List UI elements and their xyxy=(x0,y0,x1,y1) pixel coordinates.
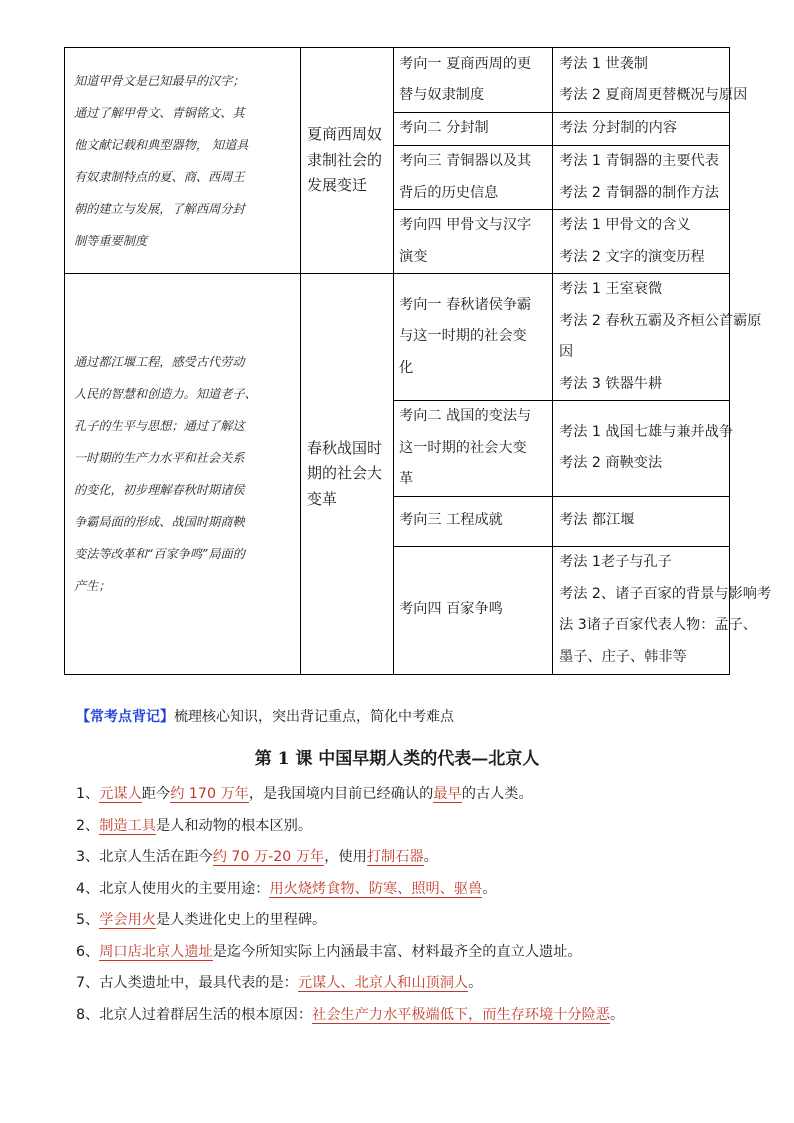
exam-direction-line: 考向一 夏商西周的更 xyxy=(399,55,532,72)
requirement-line: 争霸局面的形成、战国时期商鞅 xyxy=(74,514,245,529)
key-point-highlight: 社会生产力水平极端低下，而生存环境十分险恶 xyxy=(312,1006,610,1023)
exam-method-line: 考法 1老子与孔子 xyxy=(559,554,672,570)
unit-theme xyxy=(301,274,394,675)
requirement-line: 的变化，初步理解春秋时期诸侯 xyxy=(74,482,245,497)
exam-direction-line: 演变 xyxy=(399,248,428,265)
key-point xyxy=(76,1000,756,1032)
outline-row xyxy=(65,274,730,401)
key-point-text: 4、北京人使用火的主要用途： xyxy=(76,880,270,897)
curriculum-requirement xyxy=(65,48,301,274)
key-point xyxy=(76,968,756,1000)
exam-method-line: 考法 1 甲骨文的含义 xyxy=(559,217,691,233)
key-point-highlight: 打制石器 xyxy=(366,849,424,865)
requirement-line: 知道甲骨文是已知最早的汉字； xyxy=(74,73,245,88)
exam-direction-line: 考向一 春秋诸侯争霸 xyxy=(399,296,532,313)
key-point-text: 7、古人类遗址中，最具代表的是： xyxy=(76,975,298,991)
key-point-text: 是迄今所知实际上内涵最丰富、材料最齐全的直立人遗址。 xyxy=(212,943,582,960)
unit-theme-text: 春秋战国时期的社会大变革 xyxy=(307,438,383,508)
requirement-line: 通过了解甲骨文、青铜铭文、其 xyxy=(74,105,245,120)
key-point-text: 距今 xyxy=(141,786,171,802)
key-point-highlight: 约 170 万年 xyxy=(170,786,249,802)
exam-direction-line: 考向二 战国的变法与 xyxy=(399,408,532,424)
key-point-text: 8、北京人过着群居生活的根本原因： xyxy=(76,1006,313,1023)
exam-direction xyxy=(394,401,553,497)
exam-method-line: 考法 2 夏商周更替概况与原因 xyxy=(559,87,748,103)
exam-direction xyxy=(394,274,553,401)
key-point-text: 6、 xyxy=(76,943,100,960)
key-point-text: 5、 xyxy=(76,912,100,928)
exam-direction-line: 考向三 工程成就 xyxy=(399,512,503,529)
key-point-text: 的古人类。 xyxy=(461,786,533,802)
exam-direction-line: 与这一时期的社会变 xyxy=(399,328,527,345)
requirement-line: 一时期的生产力水平和社会关系 xyxy=(74,450,245,465)
exam-method-line: 考法 都江堰 xyxy=(559,512,635,529)
outline-row xyxy=(65,48,730,113)
exam-methods xyxy=(553,496,730,546)
key-point-highlight: 学会用火 xyxy=(99,912,156,928)
exam-direction-line: 考向四 百家争鸣 xyxy=(399,601,503,618)
lesson-title: 第 1 课 中国早期人类的代表—北京人 xyxy=(254,749,540,769)
exam-direction xyxy=(394,546,553,674)
exam-direction xyxy=(394,146,553,210)
exam-direction-line: 考向二 分封制 xyxy=(399,120,489,137)
exam-direction-line: 考向四 甲骨文与汉字 xyxy=(399,217,532,233)
exam-direction-line: 化 xyxy=(399,359,414,376)
key-point-highlight: 用火烧烤食物、防寒、照明、驱兽 xyxy=(269,880,483,897)
exam-method-line: 考法 1 战国七雄与兼并战争 xyxy=(559,423,734,440)
exam-direction-line: 替与奴隶制度 xyxy=(399,87,485,103)
exam-method-line: 考法 2 文字的演变历程 xyxy=(559,248,705,265)
key-point-text: 3、北京人生活在距今 xyxy=(76,849,213,865)
key-point xyxy=(76,842,756,874)
study-tip-tag: 【常考点背记】 xyxy=(76,709,174,725)
key-point-text: 是人和动物的根本区别。 xyxy=(155,817,313,834)
curriculum-requirement xyxy=(65,274,301,675)
exam-methods xyxy=(553,401,734,497)
exam-method-line: 墨子、庄子、韩非等 xyxy=(559,648,687,665)
key-point-text: 。 xyxy=(423,849,438,865)
key-point-highlight: 制造工具 xyxy=(99,817,156,834)
requirement-line: 朝的建立与发展，了解西周分封 xyxy=(74,201,245,216)
key-point-text: 。 xyxy=(482,880,497,897)
exam-methods xyxy=(553,546,772,674)
requirement-line: 产生； xyxy=(74,578,111,593)
exam-methods xyxy=(553,146,730,210)
exam-direction-line: 考向三 青铜器以及其 xyxy=(399,153,532,169)
exam-method-line: 考法 2 春秋五霸及齐桓公首霸原 xyxy=(559,312,762,329)
exam-method-line: 法 3诸子百家代表人物：孟子、 xyxy=(559,617,757,633)
exam-method-line: 考法 1 王室衰微 xyxy=(559,281,663,297)
study-tip xyxy=(76,706,454,726)
exam-direction xyxy=(394,496,553,546)
key-point-text: 。 xyxy=(468,975,483,991)
requirement-line: 通过都江堰工程，感受古代劳动 xyxy=(74,354,245,369)
exam-direction-line: 革 xyxy=(399,471,414,487)
requirement-line: 人民的智慧和创造力。知道老子、 xyxy=(74,386,257,401)
exam-method-line: 考法 2、诸子百家的背景与影响考 xyxy=(559,585,772,602)
key-point xyxy=(76,874,756,906)
key-point xyxy=(76,937,756,969)
requirement-line: 变法等改革和“百家争鸣”局面的 xyxy=(74,546,245,561)
exam-methods xyxy=(553,274,762,401)
key-point-text: 2、 xyxy=(76,817,100,834)
key-point-highlight: 周口店北京人遗址 xyxy=(99,943,213,960)
key-point xyxy=(76,811,756,843)
exam-method-line: 考法 分封制的内容 xyxy=(559,120,678,137)
unit-theme-text: 夏商西周奴隶制社会的发展变迁 xyxy=(307,125,383,195)
exam-method-line: 考法 2 青铜器的制作方法 xyxy=(559,184,719,201)
study-tip-text: 梳理核心知识，突出背记重点，简化中考难点 xyxy=(174,709,454,725)
key-point-text: ，使用 xyxy=(324,849,367,865)
exam-methods xyxy=(553,210,730,274)
exam-methods xyxy=(553,113,730,146)
exam-method-line: 考法 3 铁器牛耕 xyxy=(559,375,663,392)
key-point-text: 是人类进化史上的里程碑。 xyxy=(155,912,327,928)
exam-direction xyxy=(394,48,553,113)
requirement-line: 有奴隶制特点的夏、商、西周王 xyxy=(74,169,245,184)
exam-method-line: 考法 2 商鞅变法 xyxy=(559,455,663,472)
key-point-highlight: 元谋人 xyxy=(99,786,142,802)
key-point-highlight: 约 70 万-20 万年 xyxy=(212,849,325,865)
requirement-line: 孔子的生平与思想；通过了解这 xyxy=(74,418,245,433)
exam-direction xyxy=(394,113,553,146)
key-point xyxy=(76,905,756,937)
curriculum-outline-table xyxy=(64,47,772,675)
exam-methods xyxy=(553,48,748,113)
key-point-highlight: 最早 xyxy=(433,786,462,802)
key-point xyxy=(76,779,756,811)
unit-theme xyxy=(301,48,394,274)
exam-direction xyxy=(394,210,553,274)
requirement-line: 制等重要制度 xyxy=(74,233,148,248)
key-point-highlight: 元谋人、北京人和山顶洞人 xyxy=(297,975,469,991)
key-point-text: 1、 xyxy=(76,786,100,802)
exam-method-line: 因 xyxy=(559,344,574,360)
key-point-text: ，是我国境内目前已经确认的 xyxy=(248,786,434,802)
key-point-text: 。 xyxy=(609,1006,625,1023)
key-points-list xyxy=(76,779,756,1031)
requirement-line: 他文献记载和典型器物， 知道具 xyxy=(74,137,249,152)
exam-method-line: 考法 1 青铜器的主要代表 xyxy=(559,153,719,169)
exam-method-line: 考法 1 世袭制 xyxy=(559,55,648,72)
exam-direction-line: 这一时期的社会大变 xyxy=(399,439,527,456)
exam-direction-line: 背后的历史信息 xyxy=(399,184,499,201)
